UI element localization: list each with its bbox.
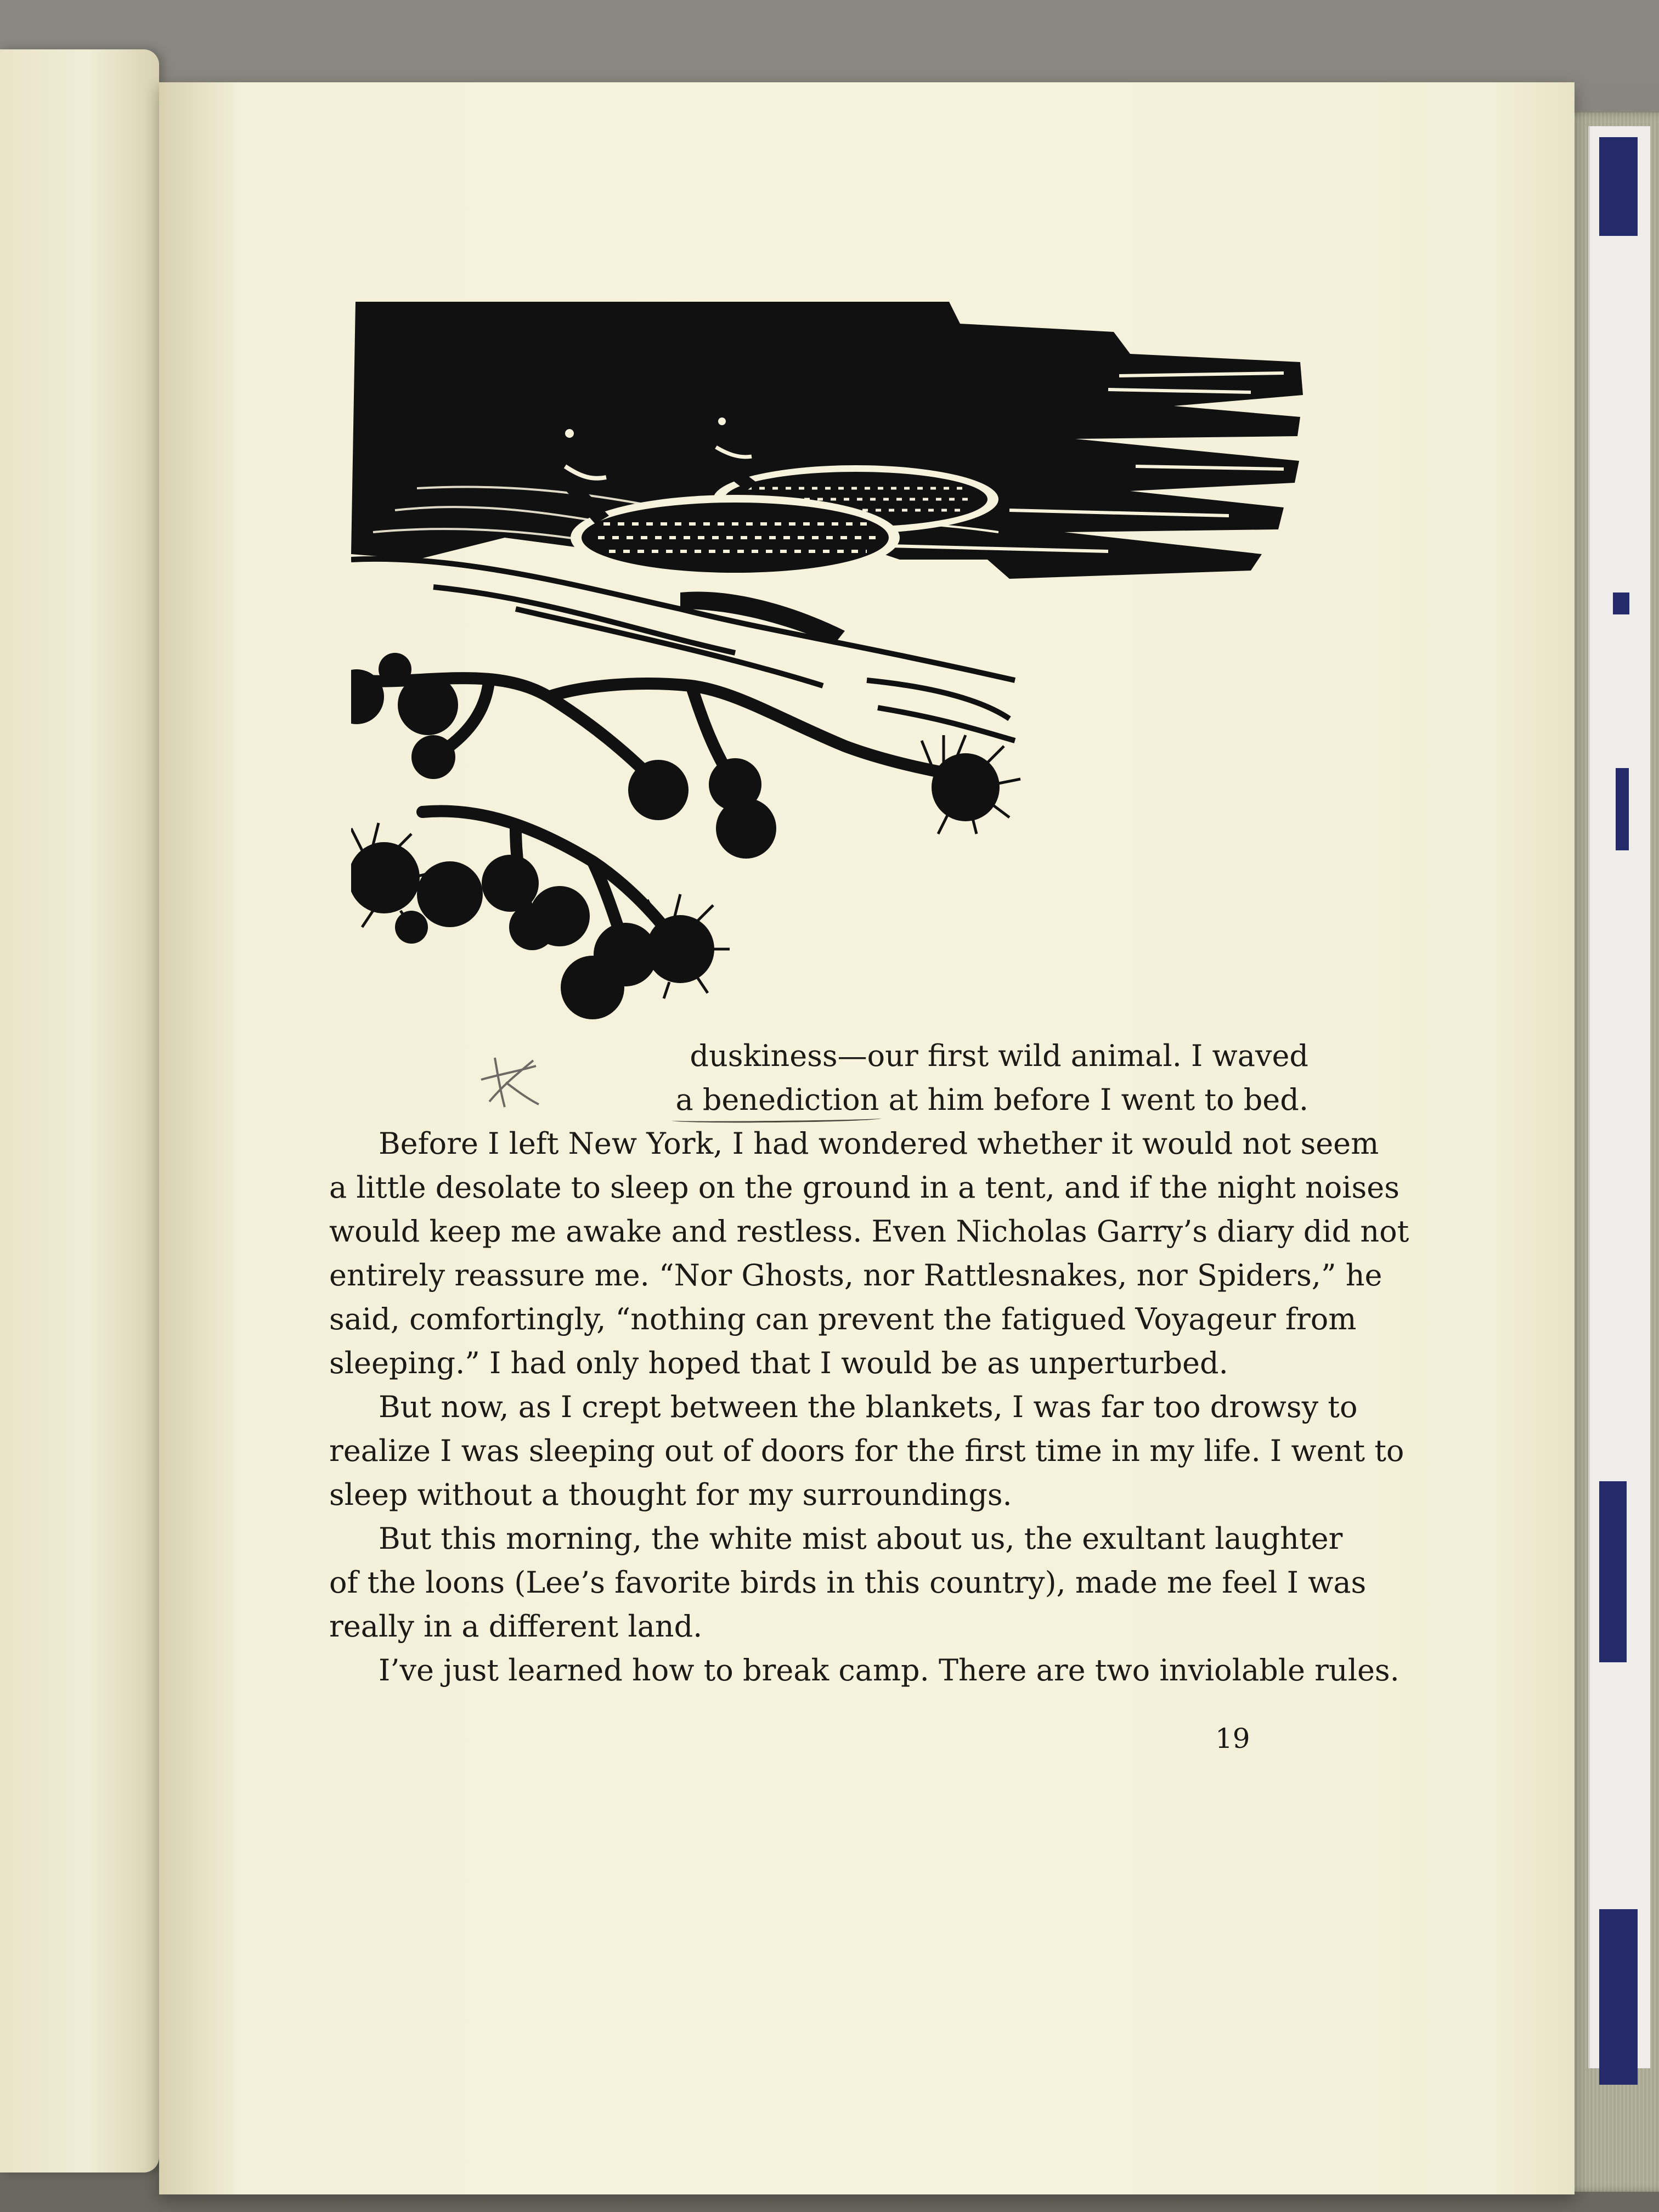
text-line: duskiness—our first wild animal. I waved bbox=[690, 1039, 1308, 1073]
jacket-print-mark bbox=[1599, 1909, 1638, 2085]
text-line: a little desolate to sleep on the ground in a tent, and if the night noises bbox=[329, 1170, 1400, 1205]
jacket-print-mark bbox=[1599, 1481, 1627, 1662]
text-fragment: at him before I went to bed. bbox=[888, 1082, 1308, 1117]
facing-left-page bbox=[0, 49, 159, 2172]
text-line: really in a different land. bbox=[329, 1609, 703, 1644]
text-line: realize I was sleeping out of doors for the first time in my life. I went to bbox=[329, 1434, 1404, 1468]
text-line: But this morning, the white mist about us, the exultant laughter bbox=[379, 1521, 1343, 1556]
text-line bbox=[329, 1078, 1308, 1122]
dust-jacket-edge bbox=[1588, 126, 1650, 2068]
text-line: of the loons (Lee’s favorite birds in this country), made me feel I was bbox=[329, 1565, 1367, 1600]
underlined-phrase: a benediction bbox=[675, 1082, 879, 1117]
text-line: entirely reassure me. “Nor Ghosts, nor Rattlesnakes, nor Spiders,” he bbox=[329, 1258, 1383, 1293]
jacket-print-mark bbox=[1613, 592, 1629, 614]
text-line: Before I left New York, I had wondered whether it would not seem bbox=[379, 1126, 1379, 1161]
text-line: said, comfortingly, “nothing can prevent the fatigued Voyageur from bbox=[329, 1302, 1357, 1336]
text-line: sleeping.” I had only hoped that I would be as unperturbed. bbox=[329, 1346, 1228, 1380]
body-text bbox=[329, 1034, 1409, 1692]
jacket-print-mark bbox=[1599, 137, 1638, 236]
loons-woodcut-illustration bbox=[351, 302, 1306, 1103]
text-line: But now, as I crept between the blankets, I was far too drowsy to bbox=[379, 1390, 1358, 1424]
jacket-print-mark bbox=[1616, 768, 1629, 850]
text-line: sleep without a thought for my surroundings. bbox=[329, 1477, 1012, 1512]
text-line: I’ve just learned how to break camp. There are two inviolable rules. bbox=[379, 1653, 1400, 1688]
pine-branch bbox=[351, 653, 1020, 1019]
text-line: would keep me awake and restless. Even Nicholas Garry’s diary did not bbox=[329, 1214, 1409, 1249]
page-number: 19 bbox=[1215, 1723, 1250, 1754]
